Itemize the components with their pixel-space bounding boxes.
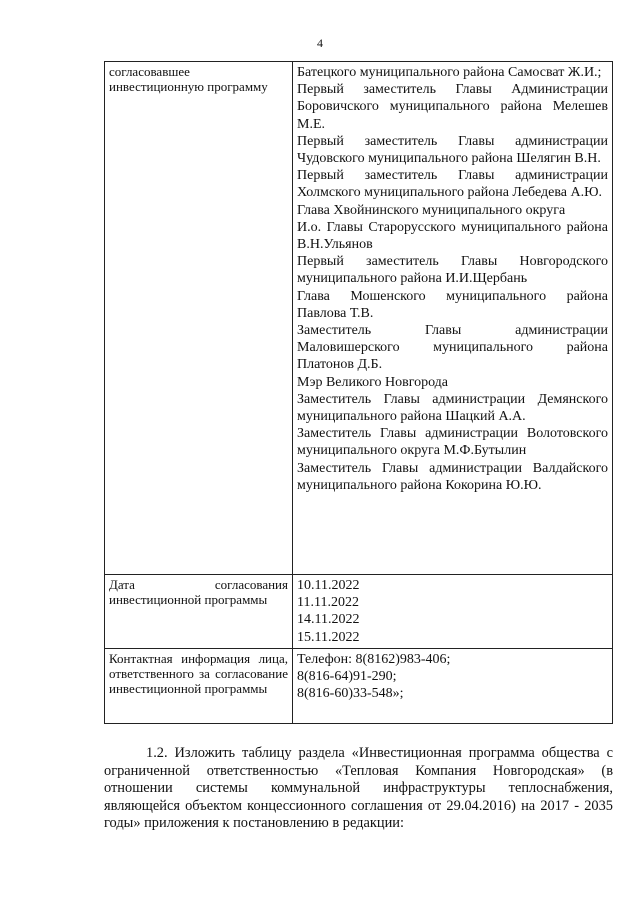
approver-entry: Мэр Великого Новгорода	[297, 374, 449, 390]
approval-date: 14.11.2022	[297, 612, 360, 628]
body-paragraph: 1.2. Изложить таблицу раздела «Инвестиционная программа общества с ограниченной ответственностью «Тепловая Компания Новгородская» (в отношении системы коммунальной инфраструктуры теплоснабжения, являющейся объектом концессионного соглашения от 29.04.2016) на 2017 - 2035 годы» приложения к постановлению в редакции:	[104, 745, 613, 832]
page-number: 4	[317, 36, 323, 50]
contacts-cell	[293, 648, 613, 723]
approver-entry: Заместитель Главы администрации Демянского муниципального района Шацкий А.А.	[297, 391, 608, 425]
approver-entry: Первый заместитель Главы администрации Холмского муниципального района Лебедева А.Ю.	[297, 168, 608, 201]
table-row	[105, 62, 613, 575]
approver-entry: Батецкого муниципального района Самосват Ж.И.;	[297, 65, 602, 80]
approver-entry: Заместитель Главы администрации Волотовского муниципального округа М.Ф.Бутылин	[297, 426, 608, 459]
row-label: согласовавшее инвестиционную программу	[105, 62, 293, 575]
approval-date: 11.11.2022	[297, 595, 359, 611]
approver-entry: Первый заместитель Главы Новгородского муниципального района И.И.Щербань	[297, 254, 608, 287]
approver-entry: Заместитель Главы администрации Валдайского муниципального района Кокорина Ю.Ю.	[297, 460, 608, 493]
row-label: Дата согласования инвестиционной программы	[105, 575, 293, 649]
contact-phone: 8(816-60)33-548»;	[297, 686, 404, 702]
approver-entry: Первый заместитель Главы администрации Чудовского муниципального района Шелягин В.Н.	[297, 133, 608, 167]
approvers-cell	[293, 62, 613, 575]
table-row	[105, 648, 613, 723]
table-row	[105, 575, 613, 649]
contact-phone: Телефон: 8(8162)983-406;	[297, 651, 451, 667]
dates-cell	[293, 575, 613, 649]
approver-entry: Заместитель Главы администрации Маловишерского муниципального района Платонов Д.Б.	[297, 323, 608, 373]
contact-phone: 8(816-64)91-290;	[297, 669, 397, 685]
approver-entry: И.о. Главы Старорусского муниципального района В.Н.Ульянов	[297, 219, 608, 253]
row-label: Контактная информация лица, ответственного за согласование инвестиционной программы	[105, 648, 293, 723]
approver-entry: Первый заместитель Главы Администрации Боровичского муниципального района Мелешев М.Е.	[297, 82, 608, 132]
approval-date: 15.11.2022	[297, 629, 360, 645]
approver-entry: Глава Хвойнинского муниципального округа	[297, 202, 566, 218]
approval-table	[104, 61, 613, 724]
approval-date: 10.11.2022	[297, 578, 360, 593]
approver-entry: Глава Мошенского муниципального района Павлова Т.В.	[297, 288, 608, 321]
